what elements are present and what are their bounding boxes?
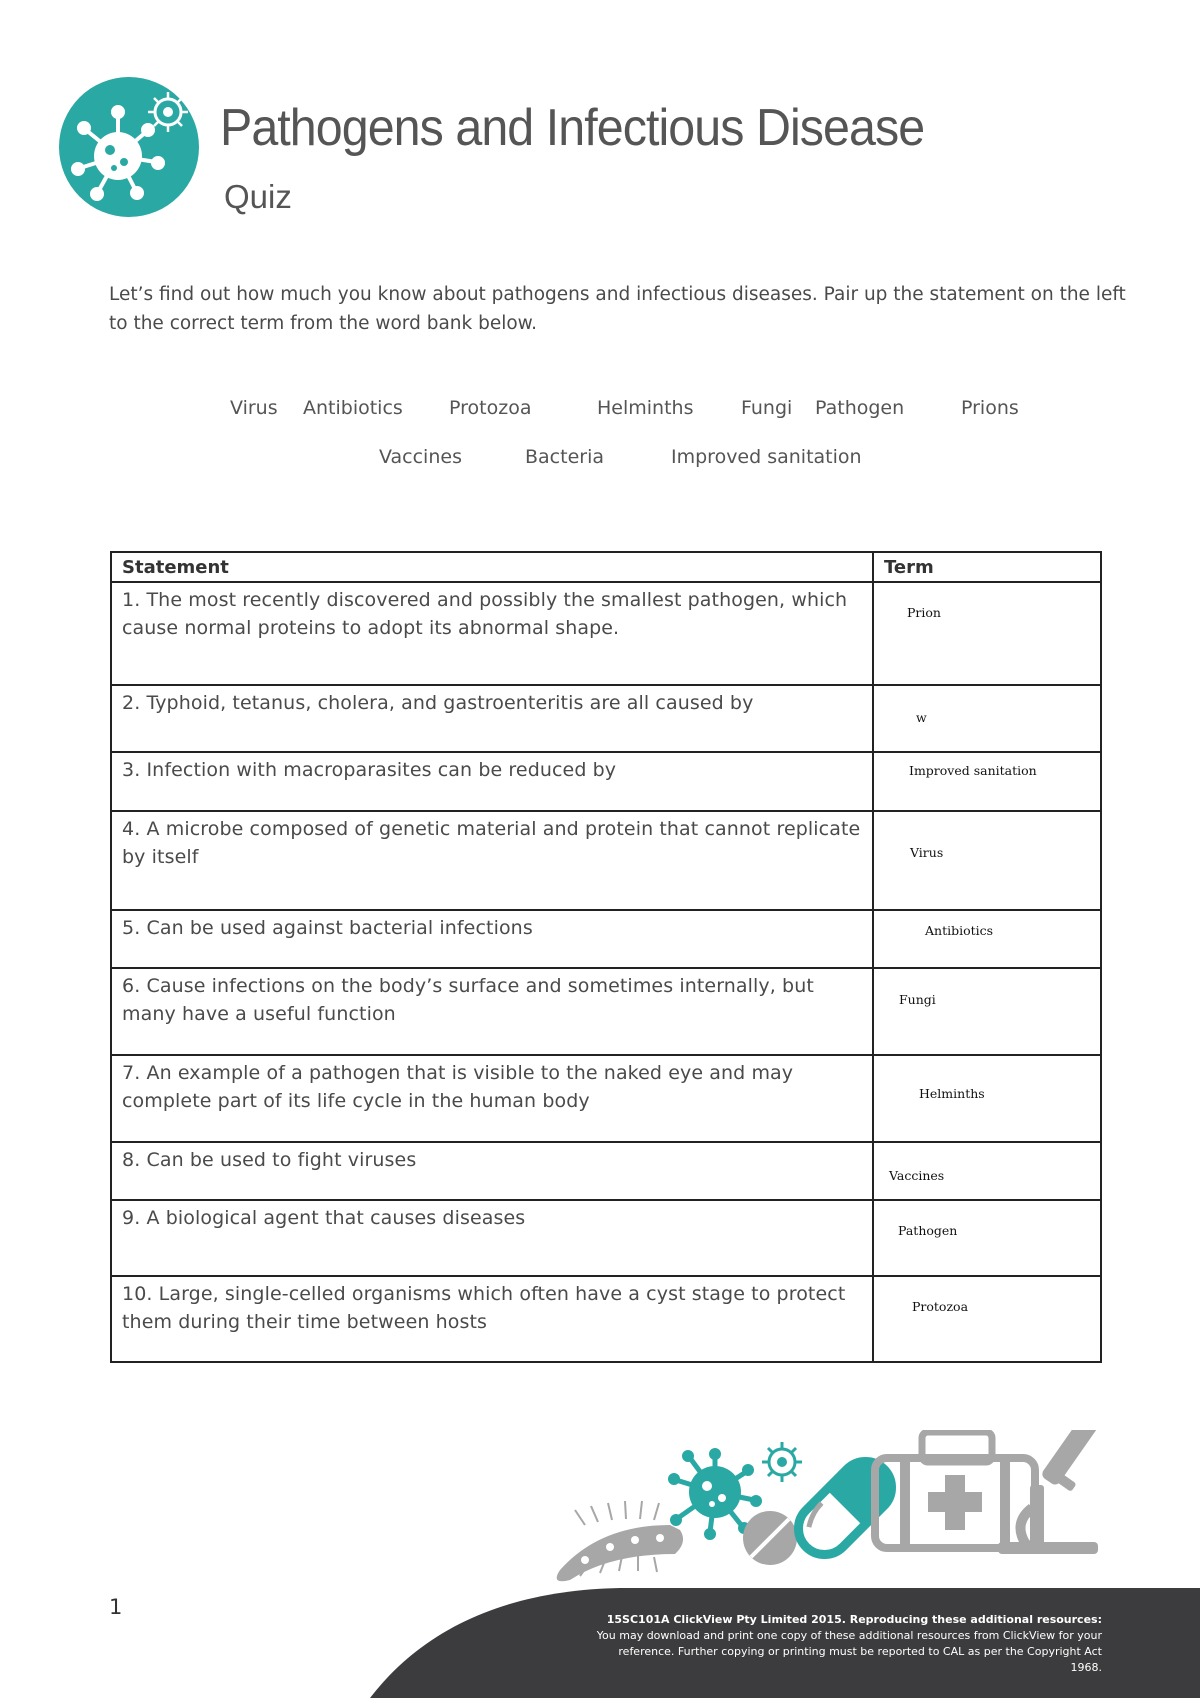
quiz-table: [110, 551, 1102, 1363]
term-answer: w: [916, 710, 927, 725]
table-row: [111, 1142, 1101, 1200]
table-row: [111, 685, 1101, 752]
word-bank-item: Improved sanitation: [671, 446, 862, 468]
table-row: [111, 582, 1101, 685]
word-bank-item: Antibiotics: [303, 397, 403, 419]
footer-line: 1968.: [1070, 1661, 1102, 1674]
intro-paragraph: Let’s find out how much you know about pathogens and infectious diseases. Pair up the statement on the left to the correct term from the word bank below.: [109, 284, 1126, 334]
term-answer: Pathogen: [898, 1223, 958, 1238]
term-answer: Antibiotics: [925, 923, 994, 938]
statement-cell: 3. Infection with macroparasites can be reduced by: [111, 752, 873, 811]
microscope-icon: [998, 1430, 1101, 1554]
small-virus-icon: [762, 1442, 802, 1482]
statement-cell: 10. Large, single-celled organisms which often have a cyst stage to protect them during their time between hosts: [111, 1276, 873, 1362]
term-cell: [873, 685, 1101, 752]
first-aid-kit-icon: [875, 1432, 1035, 1548]
statement-cell: 8. Can be used to fight viruses: [111, 1142, 873, 1200]
table-row: [111, 811, 1101, 910]
word-bank-item: Bacteria: [525, 446, 604, 468]
term-answer: Prion: [907, 605, 941, 620]
table-row: [111, 752, 1101, 811]
page-subtitle: Quiz: [224, 178, 292, 215]
table-row: [111, 910, 1101, 968]
term-answer: Fungi: [899, 992, 936, 1007]
word-bank-item: Fungi: [741, 397, 793, 419]
statement-cell: 6. Cause infections on the body’s surface and sometimes internally, but many have a useful function: [111, 968, 873, 1055]
footer-copyright: [482, 1612, 1102, 1676]
term-column-header: Term: [873, 552, 1101, 582]
term-cell: [873, 1200, 1101, 1276]
statement-column-header: Statement: [111, 552, 873, 582]
footer-line: reference. Further copying or printing must be reported to CAL as per the Copyright Act: [618, 1645, 1102, 1658]
bacterium-icon: [557, 1501, 683, 1581]
term-cell: [873, 1142, 1101, 1200]
term-answer: Protozoa: [912, 1299, 969, 1314]
term-cell: [873, 582, 1101, 685]
term-cell: [873, 910, 1101, 968]
footer-line: 15SC101A ClickView Pty Limited 2015. Reproducing these additional resources:: [606, 1613, 1102, 1626]
term-answer: Vaccines: [889, 1168, 945, 1183]
statement-cell: 1. The most recently discovered and possibly the smallest pathogen, which cause normal proteins to adopt its abnormal shape.: [111, 582, 873, 685]
word-bank-item: Protozoa: [449, 397, 532, 419]
table-row: [111, 1055, 1101, 1142]
word-bank-item: Prions: [961, 397, 1019, 419]
term-cell: [873, 968, 1101, 1055]
statement-cell: 4. A microbe composed of genetic material and protein that cannot replicate by itself: [111, 811, 873, 910]
page-title: Pathogens and Infectious Disease: [220, 99, 925, 157]
word-bank-item: Helminths: [597, 397, 694, 419]
tablet-icon: [743, 1511, 797, 1565]
statement-cell: 2. Typhoid, tetanus, cholera, and gastroenteritis are all caused by: [111, 685, 873, 752]
page-number: 1: [109, 1595, 123, 1619]
term-answer: Helminths: [919, 1086, 985, 1101]
word-bank-item: Pathogen: [815, 397, 905, 419]
word-bank-item: Vaccines: [379, 446, 462, 468]
footer-line: You may download and print one copy of these additional resources from ClickView for your: [596, 1629, 1102, 1642]
statement-cell: 7. An example of a pathogen that is visible to the naked eye and may complete part of its life cycle in the human body: [111, 1055, 873, 1142]
statement-cell: 5. Can be used against bacterial infections: [111, 910, 873, 968]
table-row: [111, 968, 1101, 1055]
term-answer: Improved sanitation: [909, 763, 1037, 778]
word-bank-item: Virus: [230, 397, 278, 419]
term-cell: [873, 1276, 1101, 1362]
term-cell: [873, 1055, 1101, 1142]
table-row: [111, 1200, 1101, 1276]
term-answer: Virus: [910, 845, 944, 860]
table-header-row: [111, 552, 1101, 582]
term-cell: [873, 811, 1101, 910]
virus-logo-icon: [58, 76, 200, 218]
term-cell: [873, 752, 1101, 811]
statement-cell: 9. A biological agent that causes diseases: [111, 1200, 873, 1276]
table-row: [111, 1276, 1101, 1362]
